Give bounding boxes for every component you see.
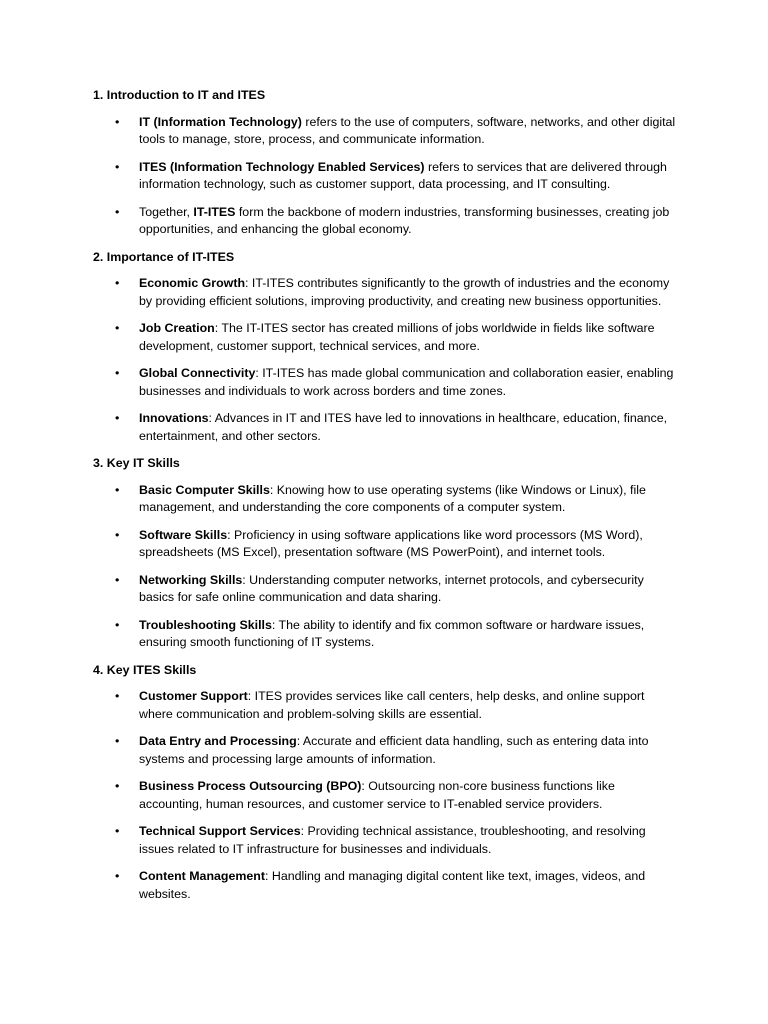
list-item (93, 688, 678, 723)
item-text: : IT-ITES has made global communication and collaboration easier, enabling businesses and individuals to work across borders and time zones. (139, 366, 674, 398)
bullet-list (93, 688, 678, 903)
section-heading: 3. Key IT Skills (93, 456, 180, 470)
item-text: : Handling and managing digital content like text, images, videos, and websites. (139, 869, 646, 901)
list-item (93, 365, 678, 400)
list-item (93, 778, 678, 813)
section-heading: 2. Importance of IT-ITES (93, 249, 235, 264)
section-importance (93, 249, 678, 446)
list-item (93, 114, 678, 149)
list-item (93, 868, 678, 903)
list-item (93, 572, 678, 607)
item-text: : The IT-ITES sector has created millions of jobs worldwide in fields like software development, customer support, technical services, and more. (139, 321, 655, 353)
list-item (93, 527, 678, 562)
item-term: Networking Skills (139, 572, 243, 587)
item-text: : Understanding computer networks, internet protocols, and cybersecurity basics for safe online communication and data sharing. (139, 572, 644, 604)
item-term: Economic Growth (139, 276, 246, 290)
item-term: Software Skills (139, 527, 228, 542)
item-term: IT (Information Technology) (139, 114, 302, 129)
item-text: : Outsourcing non-core business functions like accounting, human resources, and customer service to IT-enabled service providers. (139, 779, 615, 811)
list-item (93, 482, 678, 517)
list-item (93, 320, 678, 355)
item-text: : IT-ITES contributes significantly to the growth of industries and the economy by providing efficient solutions, improving productivity, and creating new business opportunities. (139, 276, 670, 308)
list-item (93, 823, 678, 858)
item-term: Technical Support Services (139, 824, 301, 838)
item-term: Customer Support (139, 689, 248, 703)
item-term: Business Process Outsourcing (BPO) (139, 779, 362, 793)
item-term: Basic Computer Skills (139, 482, 270, 497)
item-text: : Proficiency in using software applications like word processors (MS Word), spreadsheets (MS Excel), presentation software (MS PowerPoint), and internet tools. (139, 527, 643, 559)
item-text: : Providing technical assistance, troubleshooting, and resolving issues related to IT infrastructure for businesses and individuals. (139, 824, 646, 856)
item-text: : Advances in IT and ITES have led to innovations in healthcare, education, finance, entertainment, and other sectors. (139, 411, 668, 443)
section-intro (93, 87, 678, 239)
item-text: : The ability to identify and fix common software or hardware issues, ensuring smooth functioning of IT systems. (139, 617, 645, 649)
item-prefix: Together, (139, 204, 194, 219)
list-item (93, 159, 678, 194)
bullet-list (93, 482, 678, 652)
item-text: form the backbone of modern industries, transforming businesses, creating job opportunities, and enhancing the global economy. (139, 204, 670, 236)
list-item (93, 275, 678, 310)
item-text: refers to services that are delivered through information technology, such as customer support, data processing, and IT consulting. (139, 159, 667, 191)
section-heading: 1. Introduction to IT and ITES (93, 88, 266, 102)
section-it-skills (93, 455, 678, 652)
bullet-list (93, 275, 678, 445)
item-term: Global Connectivity (139, 366, 256, 380)
item-text: : ITES provides services like call centers, help desks, and online support where communication and problem-solving skills are essential. (139, 689, 645, 721)
item-term: IT-ITES (193, 204, 236, 219)
item-term: Troubleshooting Skills (139, 617, 272, 632)
item-text: : Knowing how to use operating systems (like Windows or Linux), file management, and understanding the core components of a computer system. (139, 482, 646, 514)
item-term: Data Entry and Processing (139, 734, 297, 748)
item-term: Content Management (139, 869, 265, 883)
list-item (93, 204, 678, 239)
section-heading: 4. Key ITES Skills (93, 662, 197, 677)
item-term: Job Creation (139, 321, 215, 335)
list-item (93, 410, 678, 445)
item-term: ITES (Information Technology Enabled Services) (139, 159, 425, 174)
item-term: Innovations (139, 411, 209, 425)
list-item (93, 617, 678, 652)
section-ites-skills (93, 662, 678, 904)
list-item (93, 733, 678, 768)
item-text: : Accurate and efficient data handling, such as entering data into systems and processing large amounts of information. (139, 734, 649, 766)
bullet-list (93, 114, 678, 239)
item-text: refers to the use of computers, software, networks, and other digital tools to manage, store, process, and communicate information. (139, 114, 676, 146)
